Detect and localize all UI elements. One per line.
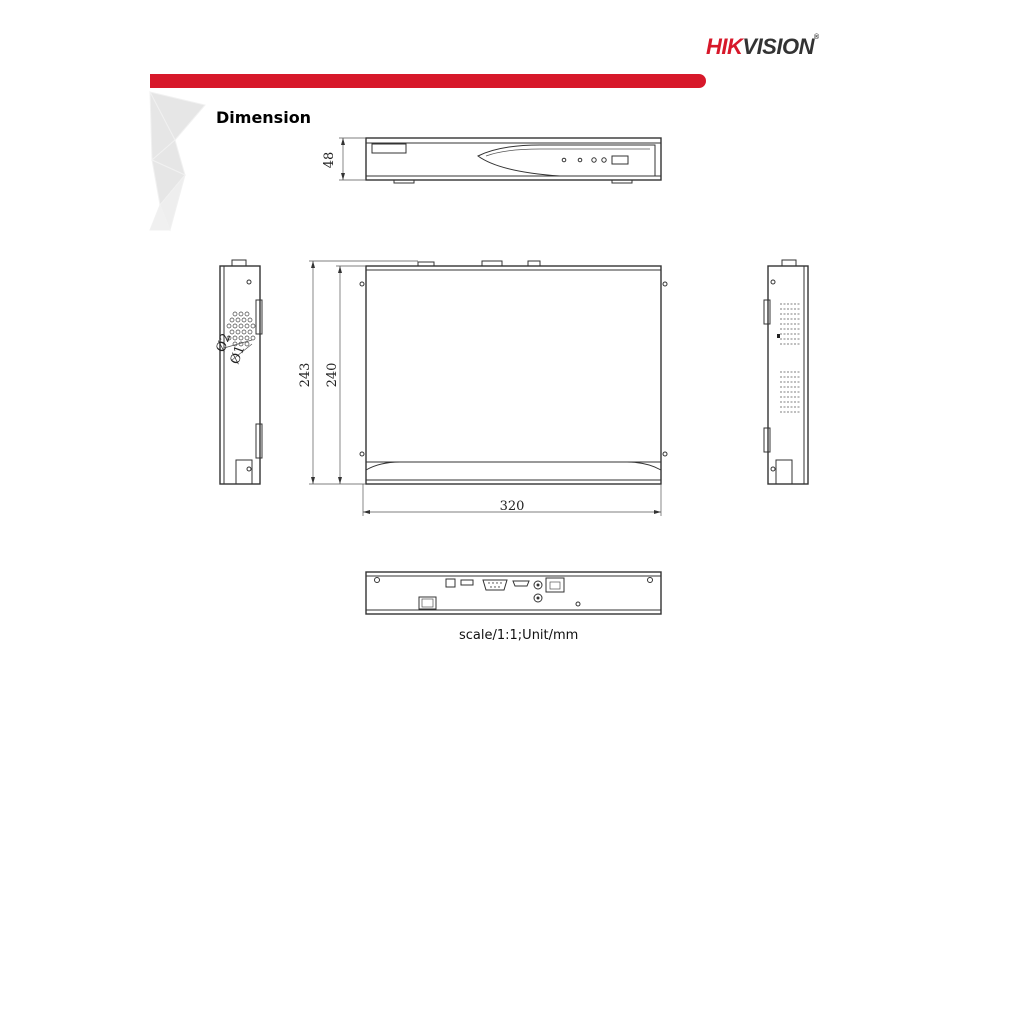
decorative-triangles [150,92,205,230]
front-view [339,138,661,183]
registered-mark: ® [813,34,819,41]
left-side-view [220,260,262,484]
hdmi-port-icon [513,581,529,586]
height-dimension: 48 [322,151,337,169]
top-view [309,261,667,516]
logo-part-2: VISION [742,34,814,59]
depth-body-dimension: 240 [325,362,340,388]
vent-slots [780,304,800,412]
hole-label-b: Ø1 [227,343,249,367]
vga-port-icon [483,580,507,590]
logo-part-1: HIK [706,34,743,59]
depth-overall-dimension: 243 [298,362,313,388]
power-jack-icon [446,579,455,587]
rear-view [366,572,661,614]
usb-port-icon [461,580,473,585]
scale-caption: scale/1:1;Unit/mm [459,628,579,643]
lan-port-icon [546,578,564,592]
right-side-view [764,260,808,484]
section-title: Dimension [216,108,312,127]
width-dimension: 320 [499,499,525,514]
hole-label-a: Ø2 [213,331,235,355]
